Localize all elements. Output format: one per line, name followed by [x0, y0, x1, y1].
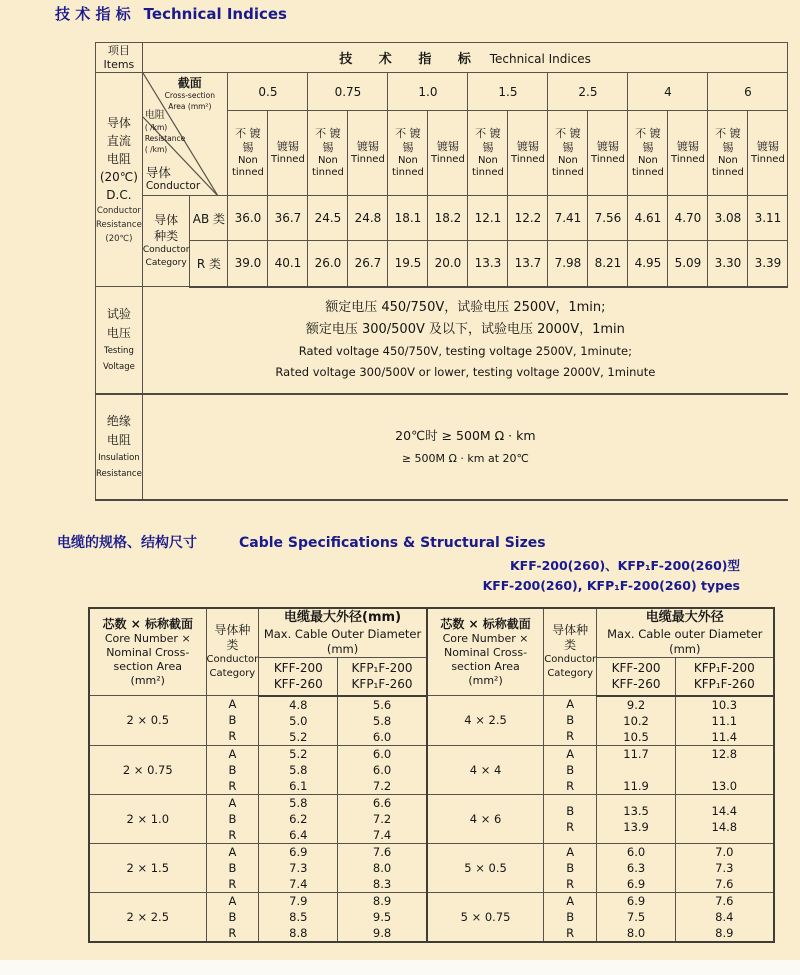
dc-resistance-row-label: 导体 直流 电阻 (20℃) D.C. Conductor Resistance (20℃): [96, 73, 143, 287]
kfp-type-header-right: KFP₁F-200 KFP₁F-260: [676, 658, 774, 696]
table1-top-header-cell: [142, 43, 788, 73]
cross-section-size: 0.75: [308, 73, 388, 111]
category-cell: A B R: [544, 696, 597, 746]
resistance-value: 24.8: [348, 196, 388, 241]
conductor-category-header-right: 导体种 类 Conductor Category: [544, 608, 597, 696]
resistance-value: 3.08: [708, 196, 748, 241]
kff-values-cell: 6.9 7.5 8.0: [597, 892, 676, 942]
insulation-resistance-label: 绝缘 电阻 Insulation Resistance: [96, 394, 143, 500]
kfp-values-cell: 6.0 6.0 7.2: [338, 745, 427, 794]
resistance-value: 26.7: [348, 241, 388, 287]
items-zh: 项目: [107, 43, 130, 57]
resistance-value: 4.70: [668, 196, 708, 241]
resistance-value: 8.21: [588, 241, 628, 287]
category-cell: B R: [544, 794, 597, 843]
kff-values-cell: 11.7 11.9: [597, 745, 676, 794]
tinned-header: 镀锡 Tinned: [268, 111, 308, 196]
testing-voltage-content: 额定电压 450/750V，试验电压 2500V，1min; 额定电压 300/500V 及以下，试验电压 2000V，1min Rated voltage 450/750V, testing voltage 2500V, 1minute; Rated voltage 300/500V or lower, testing voltage 2000V, 1minute: [142, 287, 788, 394]
conductor-category-header-left: 导体种 类 Conductor Category: [206, 608, 259, 696]
resistance-value: 26.0: [308, 241, 348, 287]
category-cell: A B R: [206, 843, 259, 892]
conductor-category-row-label: 导体 种类 Conductor Category: [142, 196, 190, 287]
kfp-values-cell: 8.9 9.5 9.8: [338, 892, 427, 942]
cable-spec-table: [88, 607, 775, 943]
category-cell: A B R: [206, 696, 259, 746]
kfp-values-cell: 14.4 14.8: [676, 794, 774, 843]
resistance-value: 13.7: [508, 241, 548, 287]
kfp-values-cell: 10.3 11.1 11.4: [676, 696, 774, 746]
cross-section-size: 6: [708, 73, 788, 111]
kfp-values-cell: 7.0 7.3 7.6: [676, 843, 774, 892]
resistance-value: 12.2: [508, 196, 548, 241]
technical-indices-table: [95, 42, 788, 501]
kfp-values-cell: 7.6 8.4 8.9: [676, 892, 774, 942]
resistance-value: 3.11: [748, 196, 788, 241]
tinned-header: 镀锡 Tinned: [508, 111, 548, 196]
kff-values-cell: 5.2 5.8 6.1: [259, 745, 338, 794]
kff-values-cell: 5.8 6.2 6.4: [259, 794, 338, 843]
cross-section-size: 4: [628, 73, 708, 111]
resistance-label: 电阻 ( /km) Resistance ( /km): [144, 110, 186, 154]
category-cell: A B R: [544, 892, 597, 942]
tinned-header: 镀锡 Tinned: [348, 111, 388, 196]
kff-values-cell: 7.9 8.5 8.8: [259, 892, 338, 942]
non-tinned-header: 不 镀 锡 Non tinned: [628, 111, 668, 196]
section2-title-zh: 电缆的规格、结构尺寸: [57, 535, 197, 551]
kff-type-header-right: KFF-200 KFF-260: [597, 658, 676, 696]
resistance-value: 7.98: [548, 241, 588, 287]
core-header-left: 芯数 × 标称截面 Core Number × Nominal Cross- section Area (mm²): [89, 608, 206, 696]
resistance-value: 13.3: [468, 241, 508, 287]
category-cell: A B R: [206, 794, 259, 843]
non-tinned-header: 不 镀 锡 Non tinned: [708, 111, 748, 196]
resistance-value: 36.7: [268, 196, 308, 241]
kfp-values-cell: 12.8 13.0: [676, 745, 774, 794]
non-tinned-header: 不 镀 锡 Non tinned: [308, 111, 348, 196]
cross-section-size: 1.0: [388, 73, 468, 111]
section1-title-en: Technical Indices: [143, 5, 287, 23]
cross-section-size: 0.5: [228, 73, 308, 111]
table1-header-en: Technical Indices: [489, 52, 591, 66]
resistance-value: 24.5: [308, 196, 348, 241]
kfp-values-cell: 5.6 5.8 6.0: [338, 696, 427, 746]
cross-section-size: 1.5: [468, 73, 548, 111]
cross-section-size: 2.5: [548, 73, 628, 111]
core-size-cell: 2 × 1.5: [89, 843, 206, 892]
spec-row: [89, 843, 774, 892]
tinned-header: 镀锡 Tinned: [588, 111, 628, 196]
resistance-value: 18.1: [388, 196, 428, 241]
category-cell: A B R: [206, 892, 259, 942]
spec-row: [89, 745, 774, 794]
kff-values-cell: 9.2 10.2 10.5: [597, 696, 676, 746]
cable-type-line1: KFF-200(260)、KFP₁F-200(260)型: [510, 558, 740, 573]
core-size-cell: 2 × 1.0: [89, 794, 206, 843]
resistance-value: 39.0: [228, 241, 268, 287]
insulation-resistance-content: 20℃时 ≥ 500M Ω · km ≥ 500M Ω · km at 20℃: [142, 394, 788, 500]
non-tinned-header: 不 镀 锡 Non tinned: [388, 111, 428, 196]
diagonal-header-cell: [142, 73, 228, 196]
non-tinned-header: 不 镀 锡 Non tinned: [228, 111, 268, 196]
kff-values-cell: 13.5 13.9: [597, 794, 676, 843]
table1-header-zh: 技 术 指 标: [339, 52, 482, 67]
cross-section-label: 截面 Cross-section Area (mm²): [164, 76, 215, 111]
kfp-values-cell: 6.6 7.2 7.4: [338, 794, 427, 843]
section2-title: [57, 532, 546, 552]
tinned-header: 镀锡 Tinned: [428, 111, 468, 196]
resistance-value: 3.30: [708, 241, 748, 287]
category-r: R 类: [190, 241, 228, 287]
resistance-value: 40.1: [268, 241, 308, 287]
max-diameter-header-right: 电缆最大外径 Max. Cable outer Diameter (mm): [597, 608, 774, 658]
core-size-cell: 4 × 2.5: [427, 696, 544, 746]
cable-type-line2: KFF-200(260), KFP₁F-200(260) types: [482, 578, 740, 593]
kff-values-cell: 6.9 7.3 7.4: [259, 843, 338, 892]
resistance-value: 5.09: [668, 241, 708, 287]
core-size-cell: 2 × 0.5: [89, 696, 206, 746]
non-tinned-header: 不 镀 锡 Non tinned: [468, 111, 508, 196]
spec-row: [89, 696, 774, 746]
resistance-value: 12.1: [468, 196, 508, 241]
core-size-cell: 5 × 0.5: [427, 843, 544, 892]
resistance-value: 19.5: [388, 241, 428, 287]
resistance-value: 20.0: [428, 241, 468, 287]
spec-row: [89, 794, 774, 843]
section1-title-zh: 技 术 指 标: [55, 5, 131, 23]
tinned-header: 镀锡 Tinned: [668, 111, 708, 196]
core-size-cell: 4 × 6: [427, 794, 544, 843]
resistance-value: 4.95: [628, 241, 668, 287]
max-diameter-header-left: 电缆最大外径(mm) Max. Cable Outer Diameter (mm): [259, 608, 427, 658]
category-cell: A B R: [544, 843, 597, 892]
testing-voltage-label: 试验 电压 Testing Voltage: [96, 287, 143, 394]
tinned-header: 镀锡 Tinned: [748, 111, 788, 196]
spec-row: [89, 892, 774, 942]
core-size-cell: 2 × 0.75: [89, 745, 206, 794]
resistance-value: 7.56: [588, 196, 628, 241]
category-cell: A B R: [206, 745, 259, 794]
section2-title-en: Cable Specifications & Structural Sizes: [239, 535, 546, 551]
kfp-type-header-left: KFP₁F-200 KFP₁F-260: [338, 658, 427, 696]
category-cell: A B R: [544, 745, 597, 794]
cable-type-subtitle: [483, 556, 740, 596]
section1-title: [55, 3, 287, 24]
resistance-value: 7.41: [548, 196, 588, 241]
kfp-values-cell: 7.6 8.0 8.3: [338, 843, 427, 892]
core-header-right: 芯数 × 标称截面 Core Number × Nominal Cross- section Area (mm²): [427, 608, 544, 696]
kff-type-header-left: KFF-200 KFF-260: [259, 658, 338, 696]
kff-values-cell: 6.0 6.3 6.9: [597, 843, 676, 892]
kff-values-cell: 4.8 5.0 5.2: [259, 696, 338, 746]
category-ab: AB 类: [190, 196, 228, 241]
page-bottom-edge: [0, 960, 800, 975]
non-tinned-header: 不 镀 锡 Non tinned: [548, 111, 588, 196]
conductor-label: 导体 Conductor: [145, 165, 201, 192]
core-size-cell: 5 × 0.75: [427, 892, 544, 942]
resistance-value: 4.61: [628, 196, 668, 241]
resistance-value: 3.39: [748, 241, 788, 287]
resistance-value: 36.0: [228, 196, 268, 241]
core-size-cell: 4 × 4: [427, 745, 544, 794]
items-en: Items: [103, 57, 135, 71]
core-size-cell: 2 × 2.5: [89, 892, 206, 942]
items-header-cell: [96, 43, 143, 73]
resistance-value: 18.2: [428, 196, 468, 241]
